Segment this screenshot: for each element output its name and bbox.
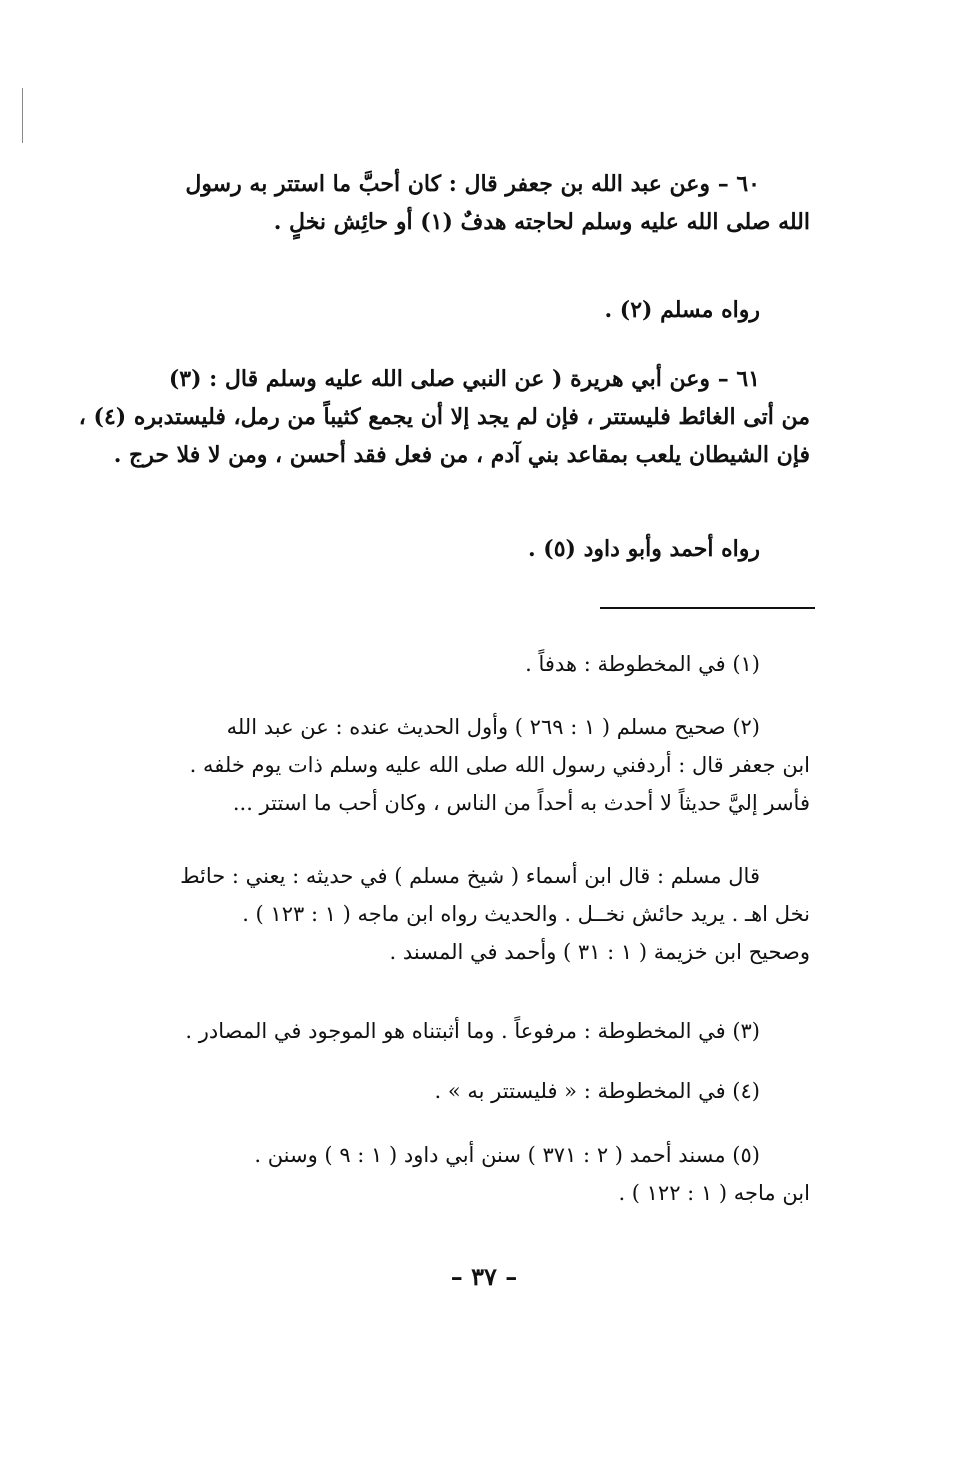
hadith-60-line-2: الله صلى الله عليه وسلم لحاجته هدفٌ (١) أو حائِش نخلٍ . [273,209,810,235]
hadith-61-source [160,530,810,568]
footnote-2 [160,708,810,822]
hadith-60-line-1: ٦٠ – وعن عبد الله بن جعفر قال : كان أحبَّ ما استتر به رسول [185,171,760,197]
footnote-4 [160,1072,810,1110]
hadith-61-text [78,360,810,474]
footnote-3-text: (٣) في المخطوطة : مرفوعاً . وما أثبتناه هو الموجود في المصادر . [185,1019,760,1043]
footnote-3 [160,1012,810,1050]
hadith-61-line-2: من أتى الغائط فليستتر ، فإن لم يجد إلا أن يجمع كثيباً من رمل، فليستدبره (٤) ، [78,404,810,430]
page-number: – ٣٧ – [450,1262,518,1291]
hadith-60-source [160,291,810,329]
footnote-2-continuation [160,857,810,971]
footnote-2-cont-line-2: نخل اهـ . يريد حائش نخــل . والحديث رواه ابن ماجه ( ١ : ١٢٣ ) . [242,902,810,926]
footnote-5-line-2: ابن ماجه ( ١ : ١٢٢ ) . [618,1181,810,1205]
footnote-1 [160,645,810,683]
footnote-4-text: (٤) في المخطوطة : « فليستتر به » . [434,1079,760,1103]
hadith-60-text [160,165,810,241]
footnote-1-text: (١) في المخطوطة : هدفاً . [525,652,760,676]
footnote-2-cont-line-3: وصحيح ابن خزيمة ( ١ : ٣١ ) وأحمد في المسند . [389,940,810,964]
hadith-60-source-text: رواه مسلم (٢) . [604,297,760,323]
scan-margin-mark [22,88,23,143]
footnote-2-cont-line-1: قال مسلم : قال ابن أسماء ( شيخ مسلم ) في حديثه : يعني : حائط [180,864,760,888]
footnote-2-line-1: (٢) صحيح مسلم ( ١ : ٢٦٩ ) وأول الحديث عنده : عن عبد الله [226,715,760,739]
footnote-2-line-2: ابن جعفر قال : أردفني رسول الله صلى الله عليه وسلم ذات يوم خلفه . [189,753,810,777]
hadith-61-line-1: ٦١ – وعن أبي هريرة ( عن النبي صلى الله عليه وسلم قال : (٣) [168,366,760,392]
footnote-5-line-1: (٥) مسند أحمد ( ٢ : ٣٧١ ) سنن أبي داود ( ١ : ٩ ) وسنن . [254,1143,760,1167]
footnote-5 [160,1136,810,1212]
footnote-separator [600,607,815,609]
hadith-61-line-3: فإن الشيطان يلعب بمقاعد بني آدم ، من فعل فقد أحسن ، ومن لا فلا حرج . [113,442,810,468]
hadith-61-source-text: رواه أحمد وأبو داود (٥) . [527,536,760,562]
footnote-2-line-3: فأسر إليَّ حديثاً لا أحدث به أحداً من الناس ، وكان أحب ما استتر ... [232,791,810,815]
